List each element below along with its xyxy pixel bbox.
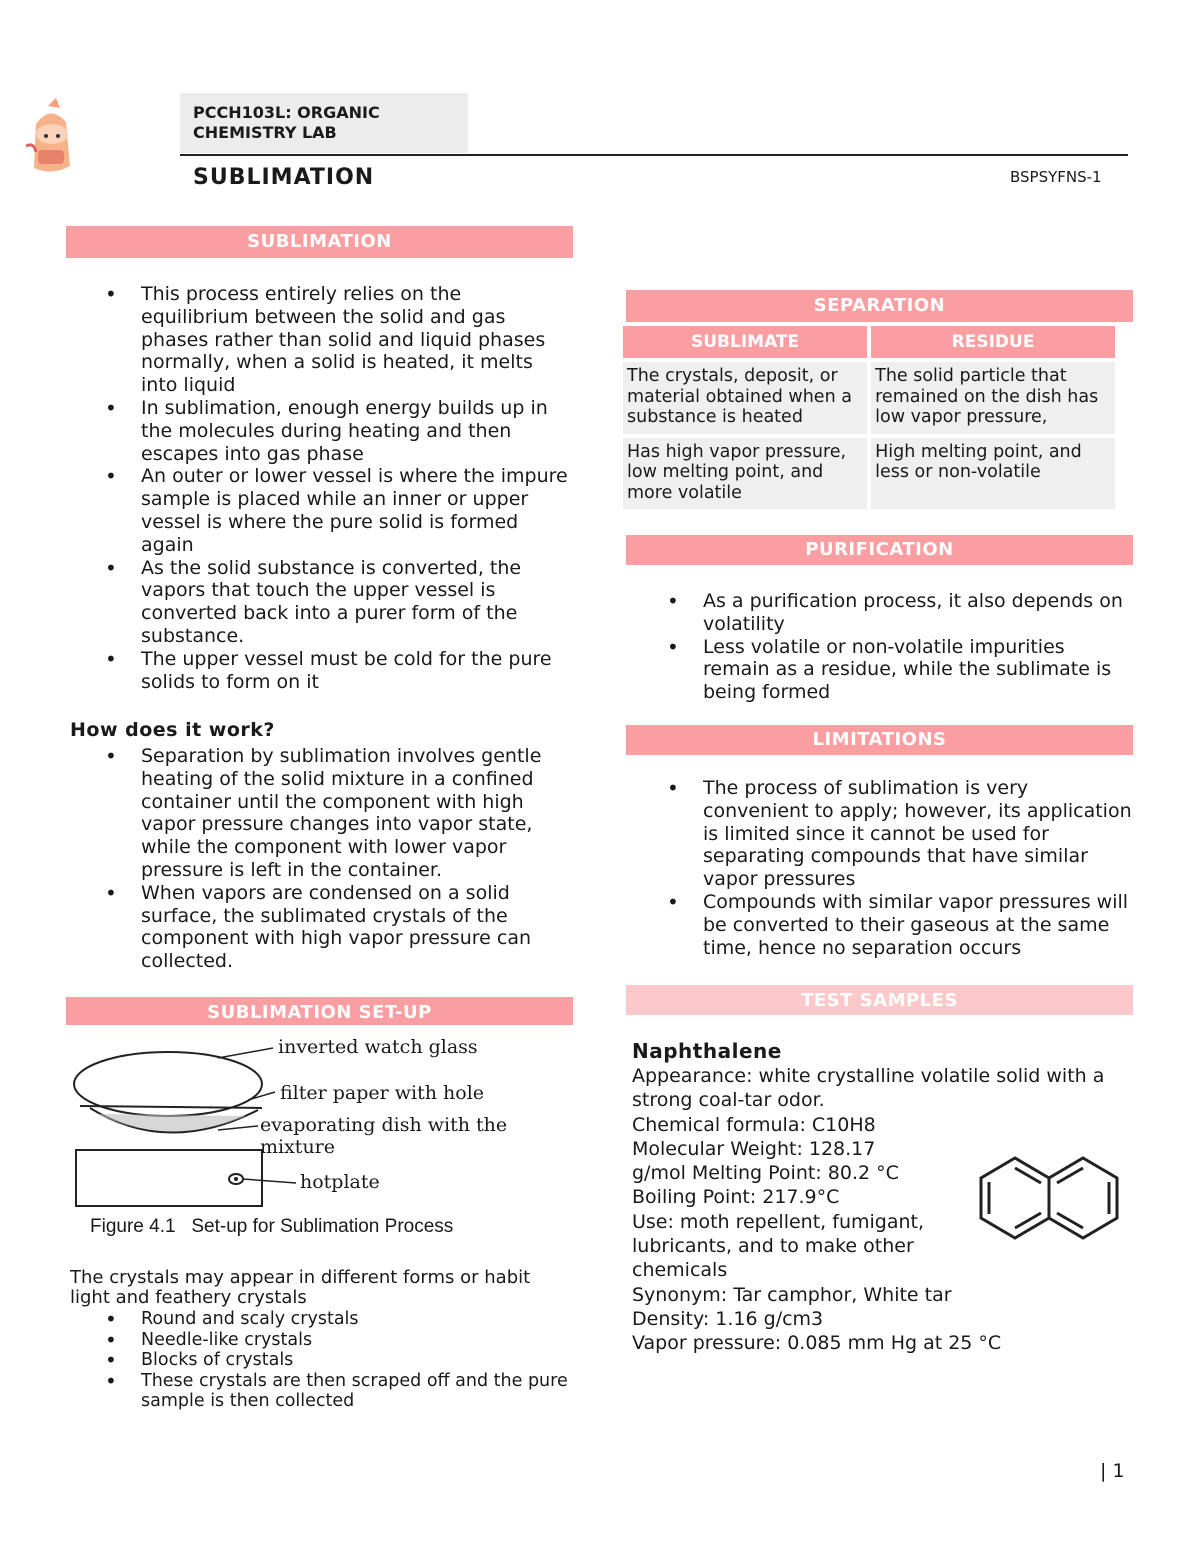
separation-table	[619, 322, 1119, 513]
table-row	[623, 438, 1115, 510]
naphthalene-synonym: Synonym: Tar camphor, White tar	[632, 1283, 952, 1306]
sublimation-heading: SUBLIMATION	[66, 226, 573, 258]
page-number: | 1	[1100, 1460, 1125, 1482]
crystals-list	[69, 1309, 571, 1412]
list-item: • An outer or lower vessel is where the impure sample is placed while an inner or upper vessel is where the pure solid is formed again	[141, 465, 571, 556]
label-watch-glass: inverted watch glass	[278, 1036, 478, 1058]
setup-figure	[68, 1026, 568, 1248]
how-heading: How does it work?	[70, 719, 275, 741]
table-header: RESIDUE	[871, 326, 1115, 358]
limitations-heading: LIMITATIONS	[626, 725, 1133, 755]
figure-caption: Figure 4.1 Set-up for Sublimation Process	[90, 1216, 454, 1237]
label-filter-paper: filter paper with hole	[280, 1082, 485, 1104]
list-item: • Separation by sublimation involves gentle heating of the solid mixture in a confined container until the component with high vapor pressure changes into vapor state, while the component with lower vapor pressure is left in the container.	[141, 745, 571, 882]
naphthalene-structure-icon	[975, 1150, 1127, 1254]
crystals-intro: The crystals may appear in different forms or habit light and feathery crystals	[70, 1267, 531, 1308]
list-item: • This process entirely relies on the equilibrium between the solid and gas phases rather than solid and liquid phases normally, when a solid is heated, it melts into liquid	[141, 283, 571, 397]
list-item: • The process of sublimation is very convenient to apply; however, its application is limited since it cannot be used for separating compounds that have similar vapor pressures	[703, 777, 1133, 891]
setup-heading: SUBLIMATION SET-UP	[66, 997, 573, 1025]
limitations-list	[631, 777, 1133, 959]
list-item: • The upper vessel must be cold for the pure solids to form on it	[141, 648, 571, 694]
naphthalene-density: Density: 1.16 g/cm3	[632, 1307, 824, 1330]
list-item: • Needle-like crystals	[141, 1330, 571, 1351]
list-item: • Round and scaly crystals	[141, 1309, 571, 1330]
mascot-logo	[26, 96, 74, 180]
naphthalene-use: Use: moth repellent, fumigant, lubricants, and to make other chemicals	[632, 1210, 925, 1282]
label-hotplate: hotplate	[300, 1171, 380, 1193]
list-item: • As the solid substance is converted, the vapors that touch the upper vessel is converted back into a purer form of the substance.	[141, 557, 571, 648]
label-evaporating-dish: evaporating dish with the mixture	[260, 1114, 508, 1158]
naphthalene-formula: Chemical formula: C10H8	[632, 1113, 876, 1136]
list-item: • Blocks of crystals	[141, 1350, 571, 1371]
section-code: BSPSYFNS-1	[1010, 168, 1102, 186]
test-samples-heading: TEST SAMPLES	[626, 985, 1133, 1015]
list-item: • Less volatile or non-volatile impurities remain as a residue, while the sublimate is being formed	[703, 636, 1133, 704]
table-cell: The solid particle that remained on the dish has low vapor pressure,	[871, 362, 1115, 434]
naphthalene-mw: Molecular Weight: 128.17	[632, 1137, 876, 1160]
table-cell: The crystals, deposit, or material obtained when a substance is heated	[623, 362, 867, 434]
purification-list	[631, 590, 1133, 704]
course-title: PCCH103L: ORGANIC CHEMISTRY LAB	[193, 103, 380, 142]
list-item: • As a purification process, it also depends on volatility	[703, 590, 1133, 636]
table-row	[623, 362, 1115, 434]
table-cell: High melting point, and less or non-volatile	[871, 438, 1115, 510]
list-item: • In sublimation, enough energy builds up in the molecules during heating and then escapes into gas phase	[141, 397, 571, 465]
naphthalene-bp: Boiling Point: 217.9°C	[632, 1186, 840, 1209]
naphthalene-appearance: Appearance: white crystalline volatile solid with a strong coal-tar odor.	[632, 1065, 1105, 1112]
how-list	[69, 745, 571, 973]
purification-heading: PURIFICATION	[626, 535, 1133, 565]
list-item: • Compounds with similar vapor pressures will be converted to their gaseous at the same time, hence no separation occurs	[703, 891, 1133, 959]
separation-heading: SEPARATION	[626, 290, 1133, 322]
sublimation-list	[69, 283, 571, 693]
naphthalene-mp: g/mol Melting Point: 80.2 °C	[632, 1162, 899, 1185]
page-title: SUBLIMATION	[193, 165, 375, 190]
header-rule	[180, 154, 1128, 156]
table-cell: Has high vapor pressure, low melting point, and more volatile	[623, 438, 867, 510]
table-header: SUBLIMATE	[623, 326, 867, 358]
list-item: • When vapors are condensed on a solid surface, the sublimated crystals of the component with high vapor pressure can collected.	[141, 882, 571, 973]
naphthalene-name: Naphthalene	[632, 1039, 782, 1063]
list-item: • These crystals are then scraped off and the pure sample is then collected	[141, 1371, 571, 1412]
naphthalene-vapor: Vapor pressure: 0.085 mm Hg at 25 °C	[632, 1332, 1002, 1355]
